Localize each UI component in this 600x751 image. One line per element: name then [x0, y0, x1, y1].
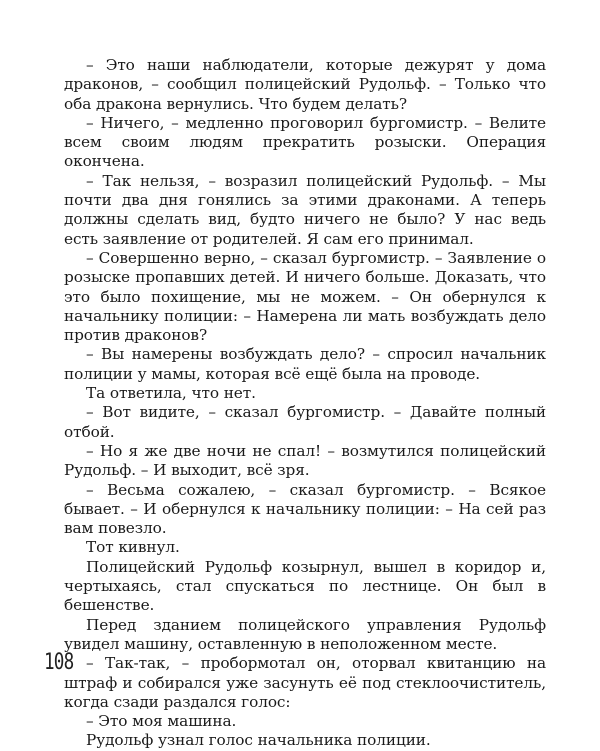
paragraph: Рудольф узнал голос начальника полиции.: [86, 731, 431, 750]
paragraph: – Это моя машина.: [86, 712, 237, 731]
paragraph: Перед зданием полицейского управления Рудольф увидел машину, оставленную в неположенном месте.: [64, 615, 546, 653]
paragraph: – Вы намерены возбуждать дело? – спросил начальник полиции у мамы, которая всё ещё была на проводе.: [64, 345, 546, 383]
paragraph: – Это наши наблюдатели, которые дежурят у дома драконов, – сообщил полицейский Рудольф. – Только что оба дракона вернулись. Что будем делать?: [64, 56, 546, 113]
paragraph: – Совершенно верно, – сказал бургомистр. – Заявление о розыске пропавших детей. И ничего больше. Доказать, что это было похищение, мы не можем. – Он обернулся к начальнику полиции: – Намерена ли мать возбуждать дело против драконов?: [64, 248, 546, 345]
paragraph: Тот кивнул.: [86, 538, 180, 557]
paragraph: – Весьма сожалею, – сказал бургомистр. – Всякое бывает. – И обернулся к начальнику полиции: – На сей раз вам повезло.: [64, 480, 546, 538]
paragraph: – Так-так, – пробормотал он, оторвал квитанцию на штраф и собирался уже засунуть её под стеклоочиститель, когда сзади раздался голос:: [64, 654, 546, 711]
paragraph: Полицейский Рудольф козырнул, вышел в коридор и, чертыхаясь, стал спускаться по лестнице. Он был в бешенстве.: [64, 557, 546, 615]
page-number: 108: [44, 650, 74, 675]
paragraph: – Но я же две ночи не спал! – возмутился полицейский Рудольф. – И выходит, всё зря.: [64, 441, 546, 480]
paragraph: Та ответила, что нет.: [86, 384, 256, 403]
page-body: [64, 56, 546, 751]
paragraph: – Так нельзя, – возразил полицейский Рудольф. – Мы почти два дня гонялись за этими драконами. А теперь должны сделать вид, будто ничего не было? У нас ведь есть заявление от родителей. Я сам его принимал.: [64, 171, 546, 248]
paragraph: – Ничего, – медленно проговорил бургомистр. – Велите всем своим людям прекратить розыски. Операция окончена.: [64, 113, 546, 171]
paragraph: – Вот видите, – сказал бургомистр. – Давайте полный отбой.: [64, 403, 546, 441]
